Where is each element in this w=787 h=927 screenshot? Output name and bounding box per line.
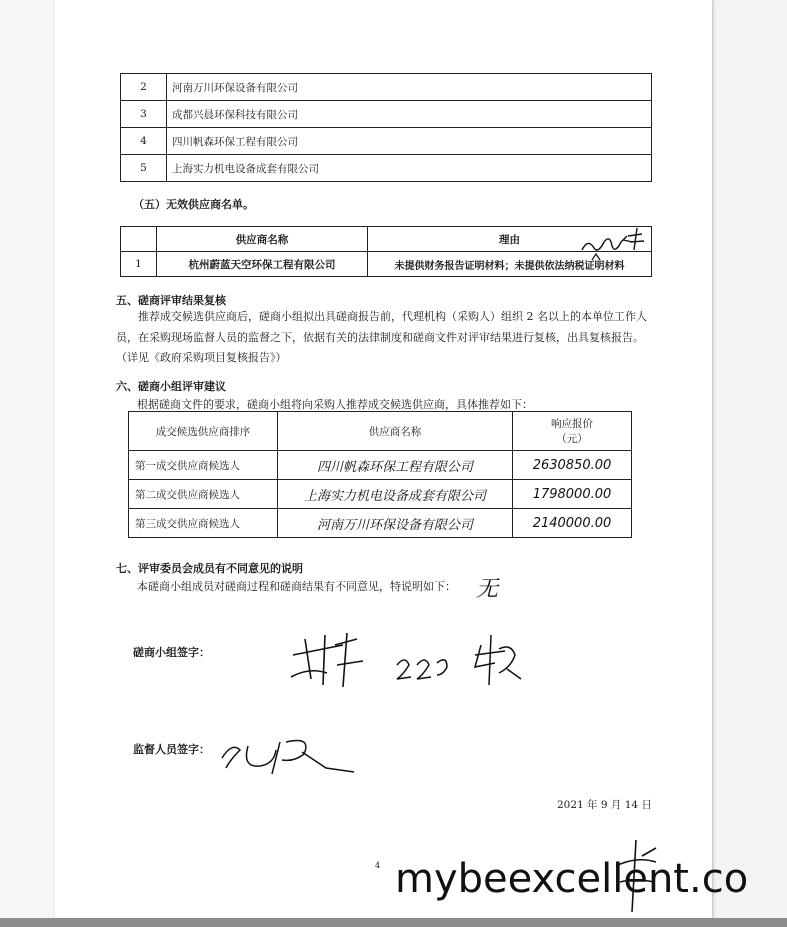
- handwritten-supplier: 河南万川环保设备有限公司: [316, 517, 473, 533]
- scan-left-margin: [0, 0, 55, 927]
- table-header-row: 成交候选供应商排序 供应商名称 响应报价 （元）: [129, 412, 632, 451]
- table-row: 第二成交供应商候选人 上海实力机电设备成套有限公司 1798000.00: [129, 480, 632, 509]
- handwritten-none: 无: [476, 577, 499, 602]
- section5-body: 推荐成交候选供应商后，磋商小组拟出具磋商报告前，代理机构（采购人）组织 2 名以上的本单位工作人员，在采购现场监督人员的监督之下，依据有关的法律制度和磋商文件对评审结果进行复核，出具复核报告。（详见《政府采购项目复核报告》）: [116, 310, 647, 364]
- document-date: 2021 年 9 月 14 日: [557, 799, 652, 811]
- invalid-suppliers-heading: （五）无效供应商名单。: [133, 198, 254, 211]
- section7-title: 七、评审委员会成员有不同意见的说明: [116, 562, 303, 575]
- section6-body: 根据磋商文件的要求，磋商小组将向采购人推荐成交候选供应商，具体推荐如下：: [137, 398, 533, 411]
- recommendation-table: [128, 411, 632, 538]
- handwritten-price: 2630850.00: [532, 457, 612, 473]
- section7-body: 本磋商小组成员对磋商过程和磋商结果有不同意见，特说明如下：: [137, 580, 456, 593]
- table-row: 5 上海实力机电设备成套有限公司: [121, 155, 652, 182]
- table-header-row: 供应商名称 理由: [121, 227, 652, 252]
- handwritten-supplier: 四川帆森环保工程有限公司: [316, 459, 473, 475]
- supervisor-signature-label: 监督人员签字：: [133, 743, 210, 756]
- watermark: mybeexcellent.co: [395, 856, 749, 902]
- scan-bottom-edge: [0, 918, 787, 927]
- table-row: 3 成都兴晨环保科技有限公司: [121, 101, 652, 128]
- section5-title: 五、磋商评审结果复核: [116, 294, 226, 307]
- handwritten-price: 1798000.00: [532, 486, 612, 502]
- table-row: 第三成交供应商候选人 河南万川环保设备有限公司 2140000.00: [129, 509, 632, 538]
- invalid-supplier-table: [120, 226, 652, 277]
- page-number: 4: [375, 861, 381, 870]
- scan-right-margin: [712, 0, 787, 927]
- panel-signature-label: 磋商小组签字：: [133, 646, 210, 659]
- handwritten-price: 2140000.00: [532, 515, 612, 531]
- supervisor-signature: [218, 730, 358, 780]
- section6-title: 六、磋商小组评审建议: [116, 380, 226, 393]
- table-row: 2 河南万川环保设备有限公司: [121, 74, 652, 101]
- handwritten-supplier: 上海实力机电设备成套有限公司: [303, 488, 486, 504]
- table-row: 第一成交供应商候选人 四川帆森环保工程有限公司 2630850.00: [129, 451, 632, 480]
- table-row: 4 四川帆森环保工程有限公司: [121, 128, 652, 155]
- supplier-list-table: [120, 73, 652, 182]
- handwritten-initials: [578, 228, 656, 272]
- table-row: 1 杭州蔚蓝天空环保工程有限公司 未提供财务报告证明材料；未提供依法纳税证明材料: [121, 252, 652, 277]
- panel-signatures: [285, 625, 545, 695]
